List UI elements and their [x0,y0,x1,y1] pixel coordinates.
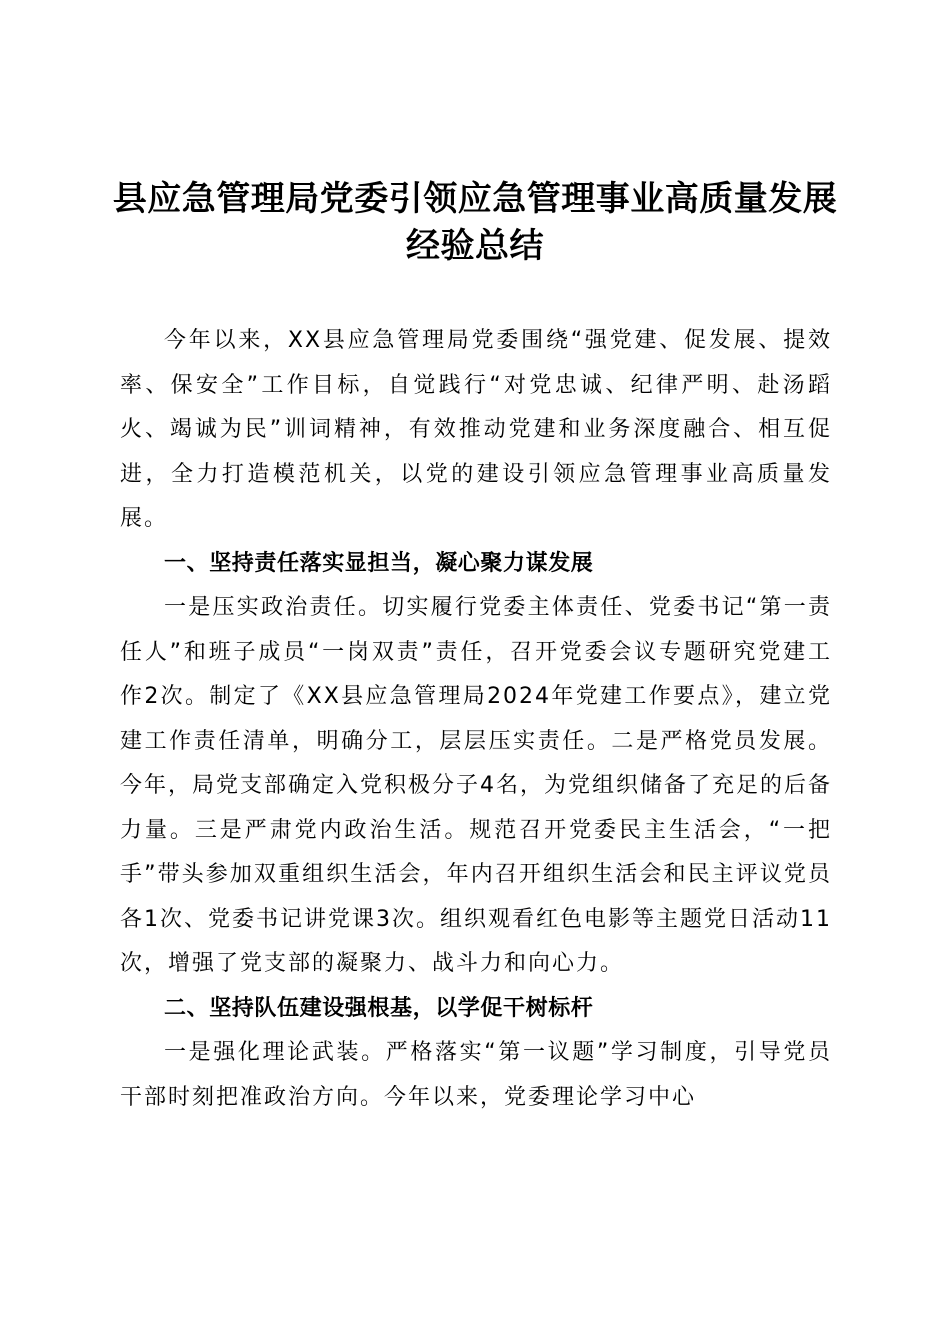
section-2-heading: 二、坚持队伍建设强根基，以学促干树标杆 [164,995,594,1021]
section-1-heading: 一、坚持责任落实显担当，凝心聚力谋发展 [164,550,594,576]
intro-paragraph: 今年以来，XX县应急管理局党委围绕“强党建、促发展、提效率、保安全”工作目标，自觉践行“对党忠诚、纪律严明、赴汤蹈火、竭诚为民”训词精神，有效推动党建和业务深度融合、相互促进，全力打造模范机关，以党的建设引领应急管理事业高质量发展。 [120,328,832,531]
document-title: 县应急管理局党委引领应急管理事业高质量发展经验总结 [112,179,838,266]
section-1-paragraph: 一是压实政治责任。切实履行党委主体责任、党委书记“第一责任人”和班子成员“一岗双责”责任，召开党委会议专题研究党建工作2次。制定了《XX县应急管理局2024年党建工作要点》，建立党建工作责任清单，明确分工，层层压实责任。二是严格党员发展。今年，局党支部确定入党积极分子4名，为党组织储备了充足的后备力量。三是严肃党内政治生活。规范召开党委民主生活会，“一把手”带头参加双重组织生活会，年内召开组织生活会和民主评议党员各1次、党委书记讲党课3次。组织观看红色电影等主题党日活动11次，增强了党支部的凝聚力、战斗力和向心力。 [120,595,832,976]
section-2-paragraph: 一是强化理论武装。严格落实“第一议题”学习制度，引导党员干部时刻把准政治方向。今年以来，党委理论学习中心 [120,1040,832,1110]
document-body [120,319,832,1120]
